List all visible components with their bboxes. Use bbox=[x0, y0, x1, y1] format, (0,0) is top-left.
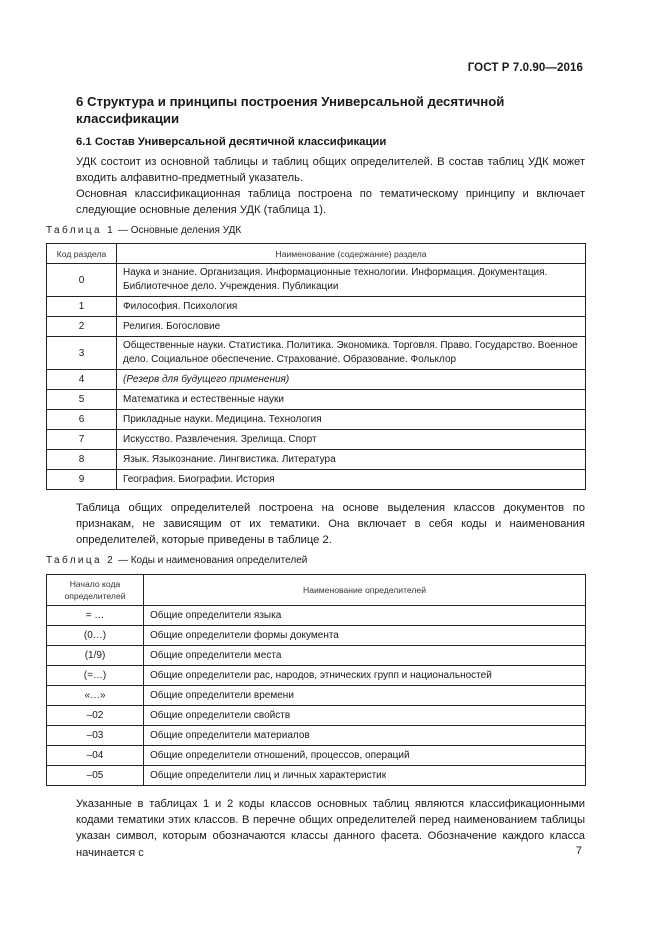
paragraph-3 bbox=[76, 500, 585, 549]
table-row bbox=[47, 626, 586, 646]
row-code: –04 bbox=[47, 746, 144, 766]
row-name: Религия. Богословие bbox=[117, 317, 586, 337]
table-row bbox=[47, 337, 586, 370]
row-code: 1 bbox=[47, 297, 117, 317]
row-name: Искусство. Развлечения. Зрелища. Спорт bbox=[117, 430, 586, 450]
row-code: –03 bbox=[47, 726, 144, 746]
table2-header-row bbox=[47, 575, 586, 606]
row-code: 4 bbox=[47, 370, 117, 390]
table-row bbox=[47, 726, 586, 746]
table-row bbox=[47, 264, 586, 297]
document-code: ГОСТ Р 7.0.90—2016 bbox=[467, 62, 583, 74]
table2-caption-label: Таблица 2 bbox=[46, 555, 116, 566]
table2-caption-text: — Коды и наименования определителей bbox=[117, 555, 308, 566]
row-code: «…» bbox=[47, 686, 144, 706]
row-code: (1/9) bbox=[47, 646, 144, 666]
row-name: Общие определители материалов bbox=[144, 726, 586, 746]
row-code: 6 bbox=[47, 410, 117, 430]
table2-col-code: Начало кода определителей bbox=[47, 575, 144, 606]
row-code: 3 bbox=[47, 337, 117, 370]
row-name: Общие определители времени bbox=[144, 686, 586, 706]
table-row bbox=[47, 606, 586, 626]
row-code: 0 bbox=[47, 264, 117, 297]
row-name: Общие определители рас, народов, этнических групп и национальностей bbox=[144, 666, 586, 686]
row-name: Общие определители отношений, процессов, операций bbox=[144, 746, 586, 766]
table-row bbox=[47, 317, 586, 337]
row-code: (=…) bbox=[47, 666, 144, 686]
paragraph-2 bbox=[76, 186, 585, 218]
table-row bbox=[47, 430, 586, 450]
table-row bbox=[47, 706, 586, 726]
row-name: Общие определители свойств bbox=[144, 706, 586, 726]
row-code: 9 bbox=[47, 470, 117, 490]
table1-caption-text: — Основные деления УДК bbox=[117, 225, 242, 236]
paragraph-4-text: Указанные в таблицах 1 и 2 коды классов основных таблиц являются классификационными кодами тематики этих классов. В перечне общих определителей перед наименованием таблицы указан символ, которым обозначаются классы данного фасета. Обозначение каждого класса начинается с bbox=[76, 798, 585, 859]
table2-col-name: Наименование определителей bbox=[144, 575, 586, 606]
table-row bbox=[47, 686, 586, 706]
row-code: 5 bbox=[47, 390, 117, 410]
row-name: Общие определители языка bbox=[144, 606, 586, 626]
table1-caption bbox=[46, 225, 241, 236]
paragraph-1-text: УДК состоит из основной таблицы и таблиц общих определителей. В состав таблиц УДК может входить алфавитно-предметный указатель. bbox=[76, 156, 585, 185]
row-code: –02 bbox=[47, 706, 144, 726]
subsection-title: 6.1 Состав Универсальной десятичной классификации bbox=[76, 136, 387, 148]
table-2 bbox=[46, 574, 586, 786]
page-number: 7 bbox=[575, 845, 582, 857]
table1-caption-label: Таблица 1 bbox=[46, 225, 116, 236]
table-row bbox=[47, 390, 586, 410]
table-1 bbox=[46, 243, 586, 490]
row-code: 2 bbox=[47, 317, 117, 337]
table-row bbox=[47, 766, 586, 786]
table-row bbox=[47, 410, 586, 430]
row-code: 8 bbox=[47, 450, 117, 470]
paragraph-2-text: Основная классификационная таблица построена по тематическому принципу и включает следующие основные деления УДК (таблица 1). bbox=[76, 188, 585, 217]
row-code: (0…) bbox=[47, 626, 144, 646]
row-name: Общественные науки. Статистика. Политика. Экономика. Торговля. Право. Государство. Военное дело. Социальное обеспечение. Страхование. Образование. Фольклор bbox=[117, 337, 586, 370]
table-row bbox=[47, 450, 586, 470]
row-code: 7 bbox=[47, 430, 117, 450]
row-name: Общие определители формы документа bbox=[144, 626, 586, 646]
paragraph-1 bbox=[76, 154, 585, 186]
row-name: Прикладные науки. Медицина. Технология bbox=[117, 410, 586, 430]
row-name: (Резерв для будущего применения) bbox=[117, 370, 586, 390]
row-name: Философия. Психология bbox=[117, 297, 586, 317]
row-name: Общие определители лиц и личных характеристик bbox=[144, 766, 586, 786]
row-code: –05 bbox=[47, 766, 144, 786]
table2-caption bbox=[46, 555, 307, 566]
row-name: Общие определители места bbox=[144, 646, 586, 666]
row-name: Наука и знание. Организация. Информационные технологии. Информация. Документация. Библиотечное дело. Учреждения. Публикации bbox=[117, 264, 586, 297]
paragraph-4 bbox=[76, 796, 585, 861]
table1-header-row bbox=[47, 244, 586, 264]
row-name: География. Биографии. История bbox=[117, 470, 586, 490]
row-name: Математика и естественные науки bbox=[117, 390, 586, 410]
table-row bbox=[47, 470, 586, 490]
table1-col-code: Код раздела bbox=[47, 244, 117, 264]
table-row bbox=[47, 297, 586, 317]
table1-col-name: Наименование (содержание) раздела bbox=[117, 244, 586, 264]
row-name: Язык. Языкознание. Лингвистика. Литература bbox=[117, 450, 586, 470]
table-row bbox=[47, 746, 586, 766]
paragraph-3-text: Таблица общих определителей построена на основе выделения классов документов по признакам, не зависящим от их тематики. Она включает в себя коды и наименования определителей, которые приведены в таблице 2. bbox=[76, 502, 585, 547]
table-row bbox=[47, 370, 586, 390]
section-title: 6 Структура и принципы построения Универсальной десятичной классификации bbox=[76, 94, 505, 126]
table-row bbox=[47, 666, 586, 686]
row-code: = … bbox=[47, 606, 144, 626]
table-row bbox=[47, 646, 586, 666]
